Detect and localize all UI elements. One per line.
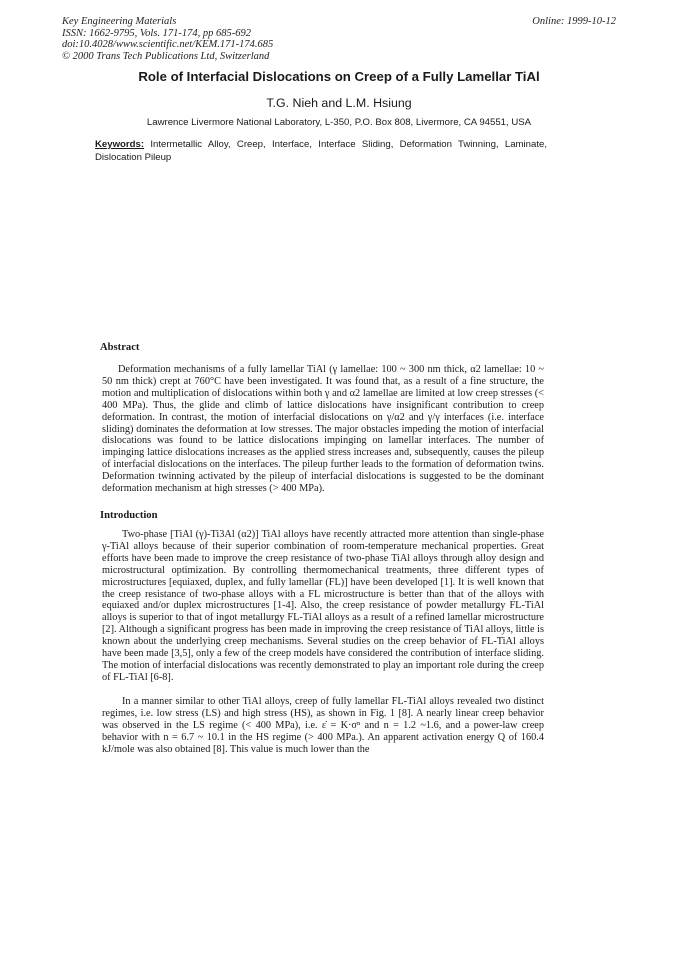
abstract-text: Deformation mechanisms of a fully lamellar TiAl (γ lamellae: 100 ~ 300 nm thick, α2 lamellae: 10 ~ 50 nm thick) crept at 760°C have been investigated. It was found that, as a result of a fine structure, the motion and multiplication of dislocations within both γ and α2 lamellae are limited at low creep stresses (< 400 MPa). Thus, the glide and climb of lattice dislocations have insignificant contribution to creep deformation. In contrast, the motion of interfacial dislocations on γ/α2 and γ/γ interfaces (i.e. interface sliding) dominates the deformation at low stresses. The major obstacles impeding the motion of interfacial dislocations was found to be lattice dislocations impinging on lamellar interfaces. The number of impinging lattice dislocations increases as the applied stress increases and, subsequently, causes the pileup of interfacial dislocations on the interfaces. The pileup further leads to the formation of deformation twins. Deformation twinning activated by the pileup of interfacial dislocations is suggested to be the dominant deformation mechanism at high stresses (> 400 MPa). [102,364,544,495]
keywords-label: Keywords: [95,139,145,150]
issn-line: ISSN: 1662-9795, Vols. 171-174, pp 685-692 [62,27,251,39]
paper-title: Role of Interfacial Dislocations on Creep of a Fully Lamellar TiAl [138,69,540,84]
journal-header [62,16,273,62]
keywords-section [95,138,547,164]
abstract-heading: Abstract [100,342,140,353]
paper-authors: T.G. Nieh and L.M. Hsiung [266,96,412,110]
paper-affiliation: Lawrence Livermore National Laboratory, L-350, P.O. Box 808, Livermore, CA 94551, USA [146,117,532,128]
copyright-line: © 2000 Trans Tech Publications Ltd, Switzerland [62,50,270,62]
journal-name: Key Engineering Materials [62,16,177,27]
introduction-paragraph-2: In a manner similar to other TiAl alloys, creep of fully lamellar FL-TiAl alloys revealed two distinct regimes, i.e. low stress (LS) and high stress (HS), as shown in Fig. 1 [8]. A nearly linear creep behavior was observed in the LS regime (< 400 MPa), i.e. ε̇ = K·σⁿ and n = 1.2 ~1.6, and a power-law creep behavior with n = 6.7 ~ 10.1 in the HS regime (> 400 MPa.). An apparent activation energy Q of 160.4 kJ/mole was also obtained [8]. This value is much lower than the [102,696,544,755]
introduction-paragraph-1: Two-phase [TiAl (γ)-Ti3Al (α2)] TiAl alloys have recently attracted more attention than single-phase γ-TiAl alloys because of their superior combination of room-temperature mechanical properties. Great efforts have been made to improve the creep resistance of two-phase TiAl alloys through alloy design and microstructural optimization. By controlling thermomechanical treatments, three different types of microstructures [equiaxed, duplex, and fully lamellar (FL)] have been developed [1]. It is well known that the creep resistance of two-phase alloys with a FL microstructure is better than that of the alloys with equiaxed and/or duplex microstructures [1-4]. Also, the creep resistance of powder metallurgy FL-TiAl alloys is superior to that of ingot metallurgy FL-TiAl alloys as a result of a refined lamellar microstructure [2]. Although a significant progress has been made in improving the creep resistance of TiAl alloys, little is known about the underlying creep mechanisms. Several studies on the creep behavior of FL-TiAl alloys have been made [3,5], only a few of the creep models have considered the contribution of interface sliding. The motion of interfacial dislocations was recently demonstrated to play an important role during the creep of FL-TiAl [6-8]. [102,529,544,683]
doi-line: doi:10.4028/www.scientific.net/KEM.171-174.685 [62,39,274,51]
introduction-heading: Introduction [100,510,158,521]
keywords-list: Intermetallic Alloy, Creep, Interface, Interface Sliding, Deformation Twinning, Laminate, Dislocation Pileup [95,139,548,163]
online-date: Online: 1999-10-12 [532,16,616,27]
